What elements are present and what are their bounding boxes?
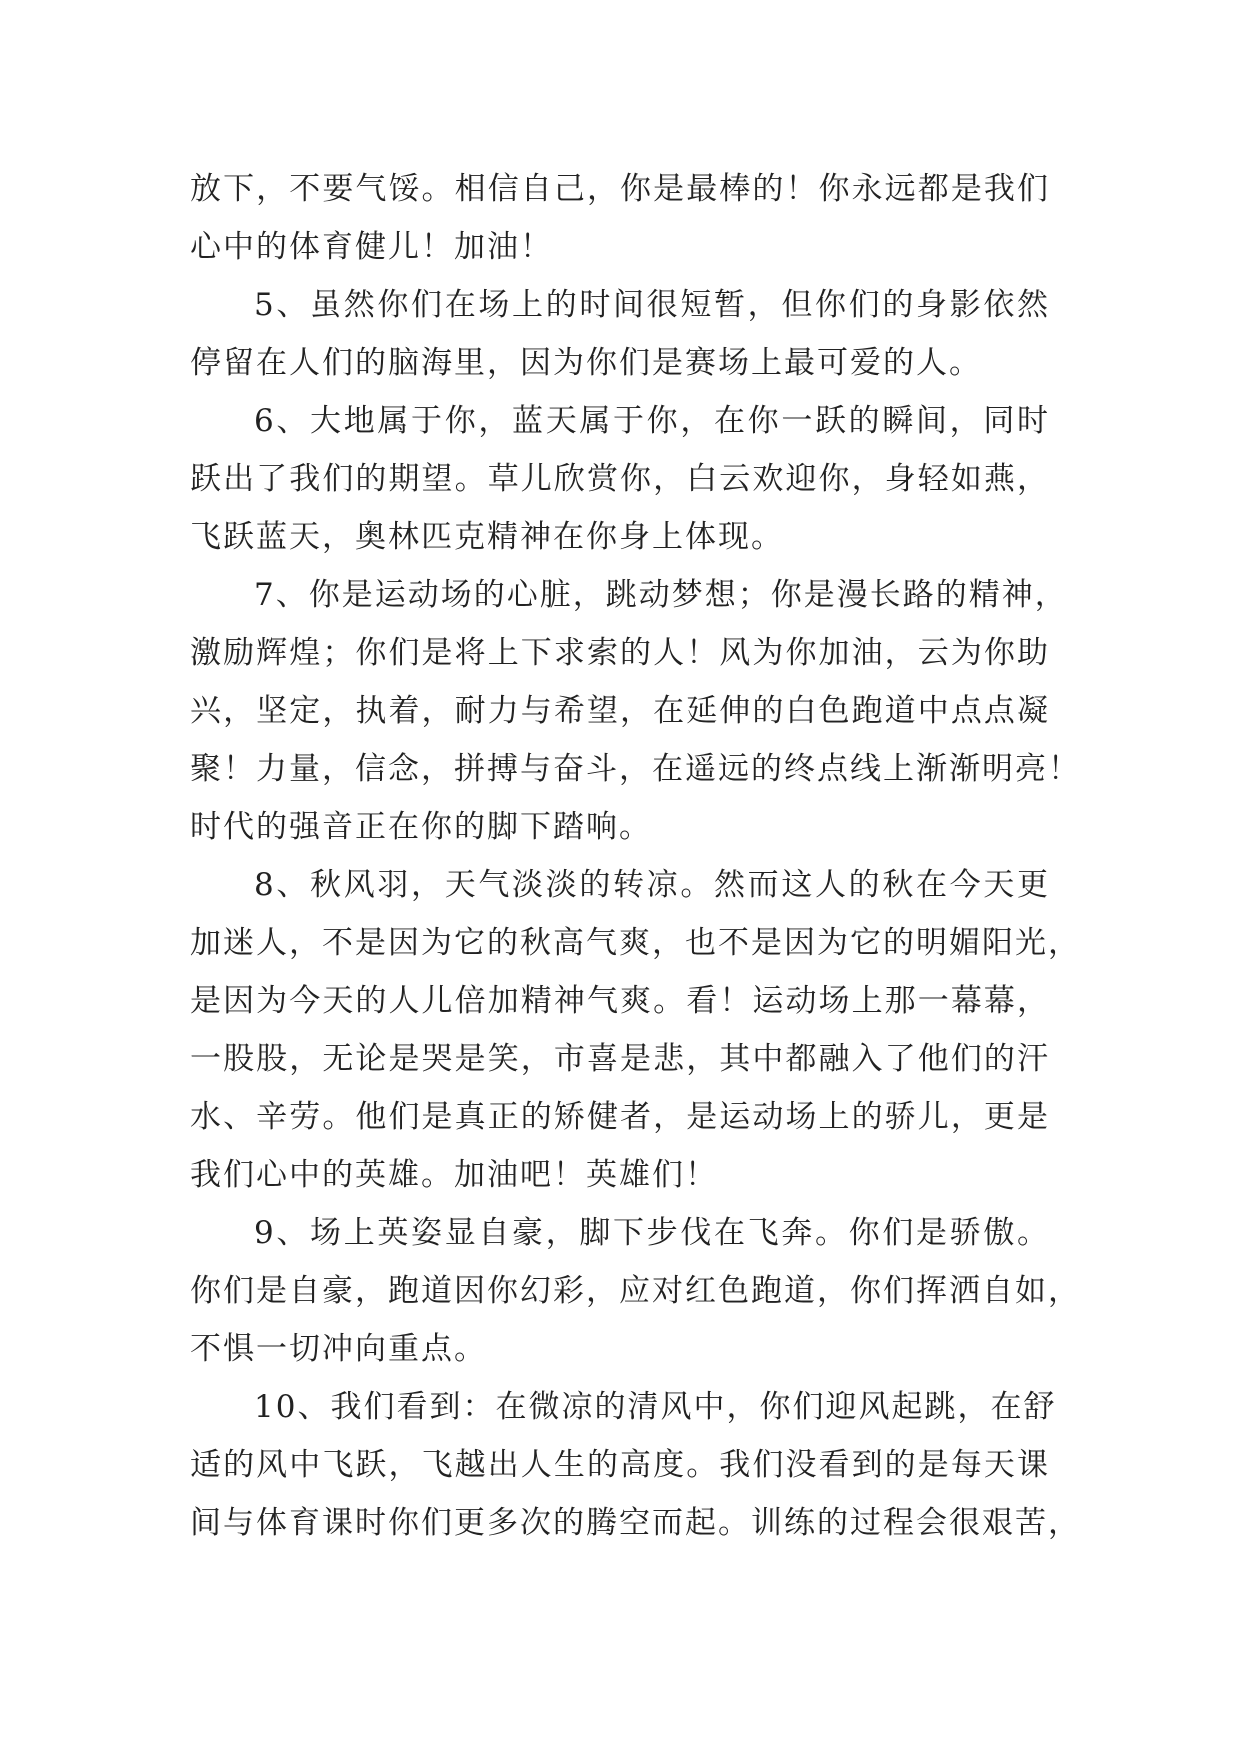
paragraph-8-line: 一股股，无论是哭是笑，市喜是悲，其中都融入了他们的汗 [190,1041,1050,1077]
paragraph-9-line: 不惧一切冲向重点。 [190,1331,487,1367]
paragraph-10-line: 间与体育课时你们更多次的腾空而起。训练的过程会很艰苦， [190,1505,1081,1541]
paragraph-7-line: 兴，坚定，执着，耐力与希望，在延伸的白色跑道中点点凝 [190,693,1050,729]
text-line: 放下，不要气馁。相信自己，你是最棒的！你永远都是我们 [190,171,1050,207]
paragraph-8-line: 加迷人，不是因为它的秋高气爽，也不是因为它的明媚阳光， [190,925,1081,961]
paragraph-9-line: 9、场上英姿显自豪，脚下步伐在飞奔。你们是骄傲。 [254,1215,1050,1251]
paragraph-8-line: 水、辛劳。他们是真正的矫健者，是运动场上的骄儿，更是 [190,1099,1050,1135]
paragraph-5-line: 停留在人们的脑海里，因为你们是赛场上最可爱的人。 [190,345,982,381]
paragraph-6-line: 飞跃蓝天，奥林匹克精神在你身上体现。 [190,519,784,555]
paragraph-7-line: 激励辉煌；你们是将上下求索的人！风为你加油，云为你助 [190,635,1050,671]
paragraph-9-line: 你们是自豪，跑道因你幻彩，应对红色跑道，你们挥洒自如， [190,1273,1081,1309]
paragraph-7-line: 聚！力量，信念，拼搏与奋斗，在遥远的终点线上渐渐明亮！ [190,751,1081,787]
paragraph-6-line: 6、大地属于你，蓝天属于你，在你一跃的瞬间，同时 [254,403,1050,439]
paragraph-10-line: 10、我们看到：在微凉的清风中，你们迎风起跳，在舒 [254,1389,1057,1425]
paragraph-5-line: 5、虽然你们在场上的时间很短暂，但你们的身影依然 [254,287,1050,323]
text-line: 心中的体育健儿！加油！ [190,229,553,265]
paragraph-7-line: 7、你是运动场的心脏，跳动梦想；你是漫长路的精神， [254,577,1068,613]
paragraph-8-line: 是因为今天的人儿倍加精神气爽。看！运动场上那一幕幕， [190,983,1050,1019]
paragraph-8-line: 我们心中的英雄。加油吧！英雄们！ [190,1157,718,1193]
paragraph-7-line: 时代的强音正在你的脚下踏响。 [190,809,652,845]
paragraph-10-line: 适的风中飞跃，飞越出人生的高度。我们没看到的是每天课 [190,1447,1050,1483]
paragraph-6-line: 跃出了我们的期望。草儿欣赏你，白云欢迎你，身轻如燕， [190,461,1050,497]
document-body [190,160,1081,1552]
paragraph-8-line: 8、秋风羽，天气淡淡的转凉。然而这人的秋在今天更 [254,867,1050,903]
